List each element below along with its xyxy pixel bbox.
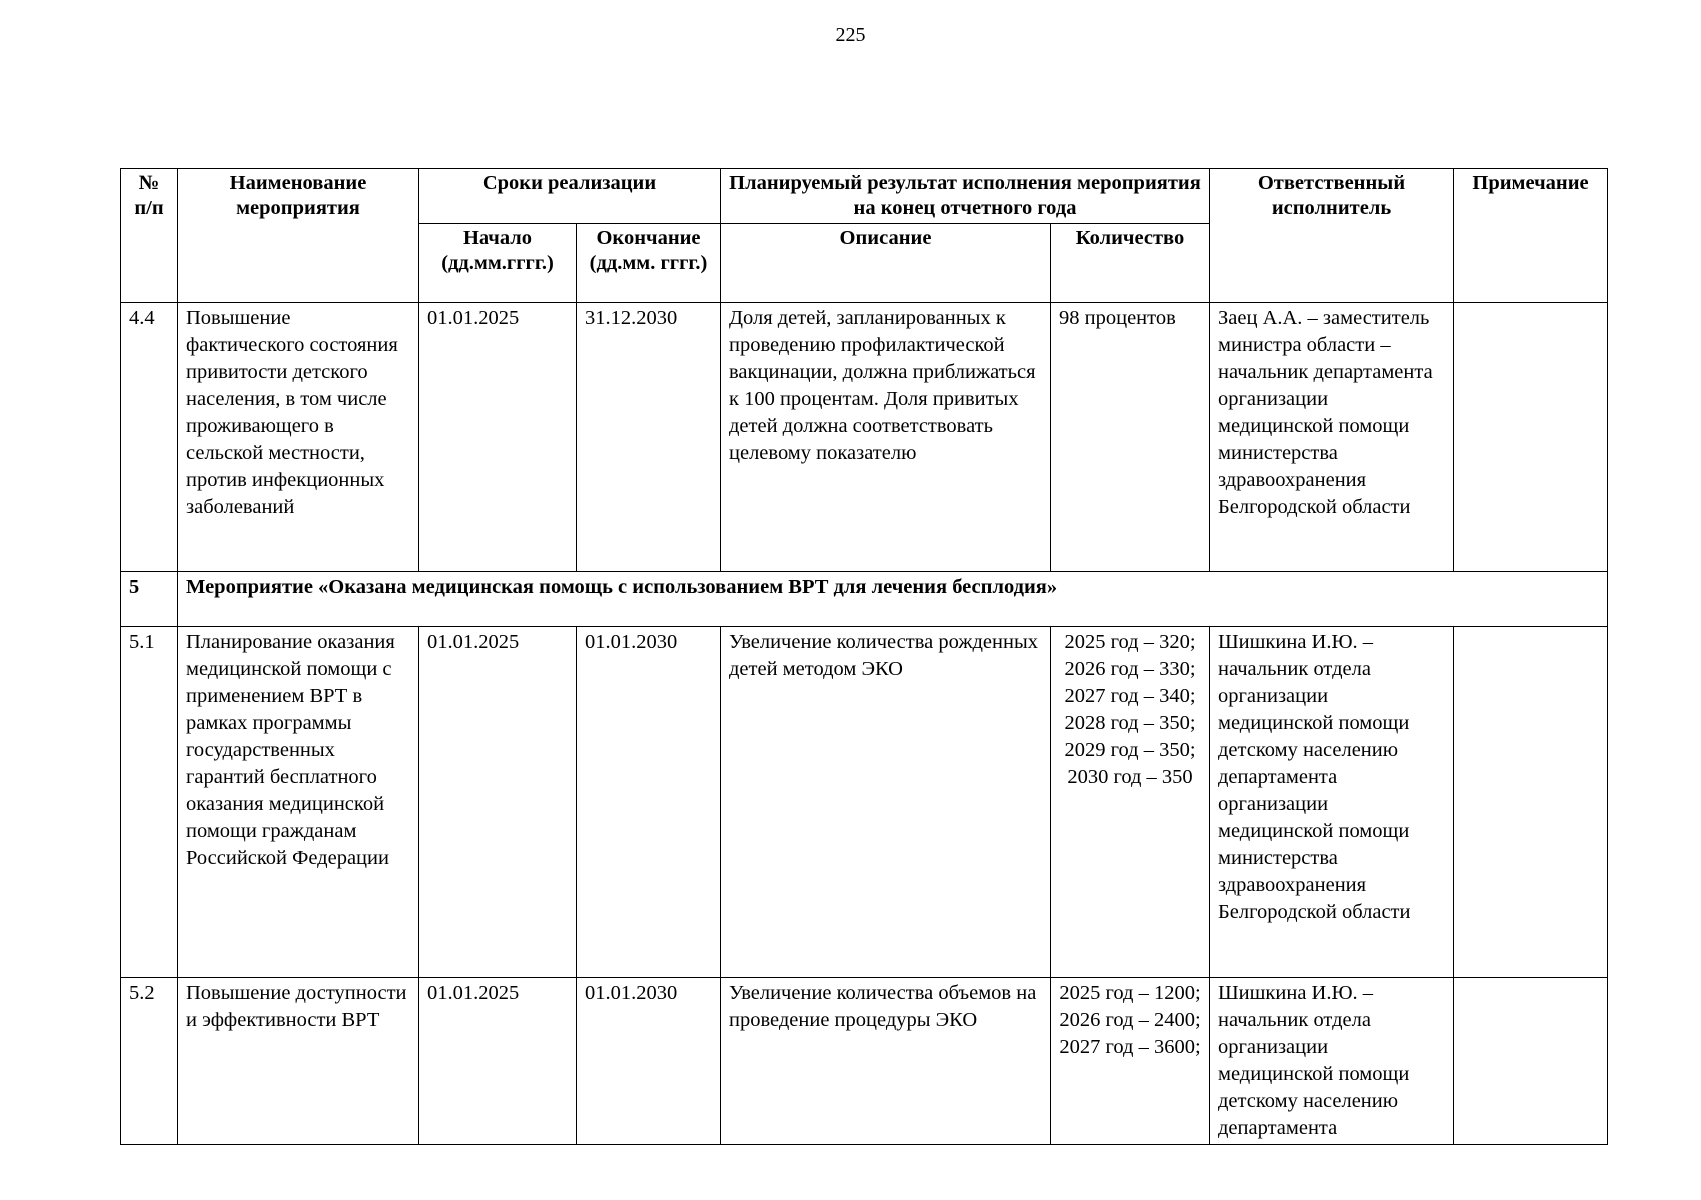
quantity-line: 2028 год – 350; [1064,712,1196,734]
responsible-person: Шишкина И.Ю. – начальник отдела организации медицинской помощи детскому населению департамента организации медицинской помощи министерства здравоохранения Белгородской области [1210,627,1454,978]
header-description: Описание [721,224,1051,303]
quantity-line: 2027 год – 340; [1064,685,1196,707]
result-quantity [1051,978,1210,1145]
table-row [121,627,1608,978]
end-date: 01.01.2030 [577,627,721,978]
header-result: Планируемый результат исполнения мероприятия на конец отчетного года [721,169,1210,224]
row-num: 4.4 [121,303,178,572]
header-start: Начало (дд.мм.гггг.) [419,224,577,303]
start-date: 01.01.2025 [419,627,577,978]
header-num: № п/п [121,169,178,303]
end-date: 01.01.2030 [577,978,721,1145]
quantity-line: 2026 год – 330; [1064,658,1196,680]
result-description: Доля детей, запланированных к проведению профилактической вакцинации, должна приближаться к 100 процентам. Доля привитых детей должна соответствовать целевому показателю [721,303,1051,572]
quantity-line: 2026 год – 2400; [1059,1009,1201,1031]
activity-name: Повышение доступности и эффективности ВРТ [178,978,419,1145]
result-description: Увеличение количества рожденных детей методом ЭКО [721,627,1051,978]
note-cell [1454,978,1608,1145]
header-quantity: Количество [1051,224,1210,303]
activity-name: Планирование оказания медицинской помощи с применением ВРТ в рамках программы государственных гарантий бесплатного оказания медицинской помощи гражданам Российской Федерации [178,627,419,978]
table-row [121,978,1608,1145]
result-description: Увеличение количества объемов на проведение процедуры ЭКО [721,978,1051,1145]
page-number: 225 [835,24,866,46]
header-note: Примечание [1454,169,1608,303]
quantity-line: 2030 год – 350 [1067,766,1193,788]
section-title: Мероприятие «Оказана медицинская помощь с использованием ВРТ для лечения бесплодия» [178,572,1608,627]
quantity-line: 2025 год – 320; [1064,631,1196,653]
activities-table [120,168,1608,1145]
start-date: 01.01.2025 [419,978,577,1145]
quantity-line: 2025 год – 1200; [1059,982,1201,1004]
section-num: 5 [121,572,178,627]
result-quantity [1051,627,1210,978]
quantity-line: 2027 год – 3600; [1059,1036,1201,1058]
table-header-row [121,169,1608,224]
note-cell [1454,303,1608,572]
table-row [121,303,1608,572]
note-cell [1454,627,1608,978]
end-date: 31.12.2030 [577,303,721,572]
responsible-person: Шишкина И.Ю. – начальник отдела организации медицинской помощи детскому населению департамента [1210,978,1454,1145]
row-num: 5.1 [121,627,178,978]
start-date: 01.01.2025 [419,303,577,572]
row-num: 5.2 [121,978,178,1145]
header-name: Наименование мероприятия [178,169,419,303]
responsible-person: Заец А.А. – заместитель министра области – начальник департамента организации медицинской помощи министерства здравоохранения Белгородской области [1210,303,1454,572]
header-responsible: Ответственный исполнитель [1210,169,1454,303]
activity-name: Повышение фактического состояния привитости детского населения, в том числе проживающего в сельской местности, против инфекционных заболеваний [178,303,419,572]
header-end: Окончание (дд.мм. гггг.) [577,224,721,303]
section-row [121,572,1608,627]
quantity-line: 2029 год – 350; [1064,739,1196,761]
result-quantity: 98 процентов [1051,303,1210,572]
header-terms: Сроки реализации [419,169,721,224]
